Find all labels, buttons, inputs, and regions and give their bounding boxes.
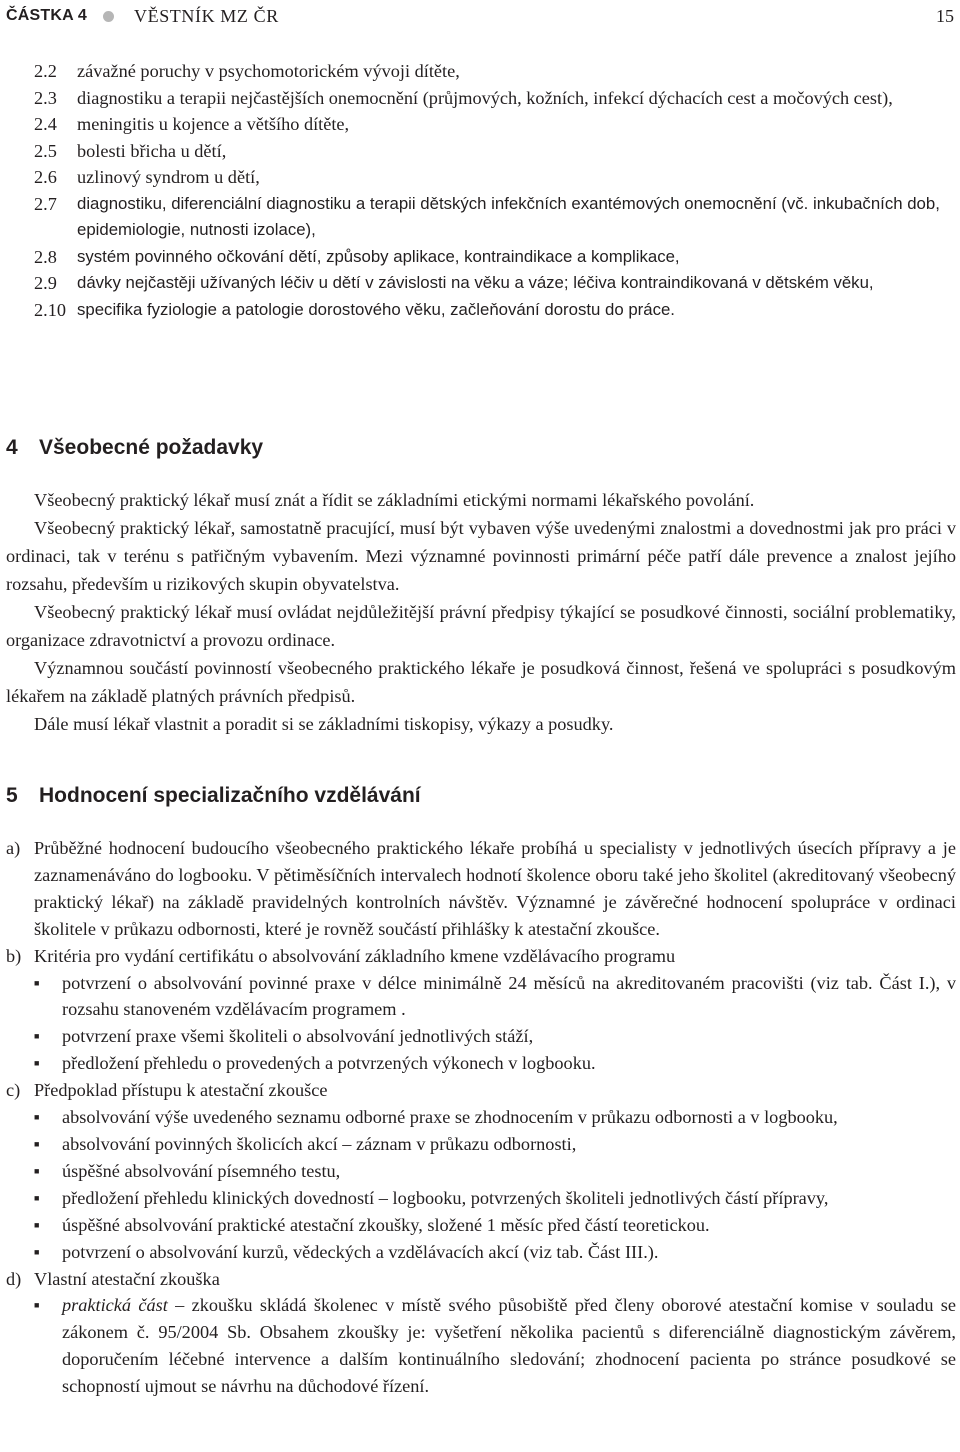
subsection-letter: a) (6, 838, 21, 858)
list-item (34, 85, 956, 112)
item-text: potvrzení o absolvování povinné praxe v délce minimálně 24 měsíců na akreditovaném pracovišti (viz tab. Část I.), v rozsahu stanoveném vzdělávacím programem . (62, 972, 956, 1020)
issue-part: ČÁSTKA 4 (6, 7, 88, 24)
item-text: závažné poruchy v psychomotorickém vývoji dítěte, (77, 61, 460, 81)
square-bullet-icon: ■ (34, 1112, 40, 1123)
section-number: 4 (6, 436, 18, 459)
item-text: dávky nejčastěji užívaných léčiv u dětí v závislosti na věku a váze; léčiva kontraindikovaná v dětském věku, (77, 273, 874, 292)
subsection-d (6, 1266, 956, 1401)
square-bullet-icon: ■ (34, 1138, 40, 1149)
square-bullet-icon: ■ (34, 1192, 40, 1203)
item-number: 2.3 (34, 87, 57, 108)
paragraph: Všeobecný praktický lékař, samostatně pracující, musí být vybaven výše uvedenými znalostmi a dovednostmi jak pro práci v ordinaci, tak v terénu s patřičným vybavením. Mezi významné povinnosti primární péče patří dále prevence a znalost jejího rozsahu, především u rizikových skupin obyvatelstva. (6, 518, 956, 594)
list-item (34, 1050, 956, 1077)
bullet-dot-icon (103, 11, 114, 22)
list-item (34, 111, 956, 138)
item-text: – zkoušku skládá školenec v místě svého působiště před členy oborové atestační komise v souladu se zákonem č. 95/2004 Sb. Obsahem zkoušky je: vyšetření několika pacientů s diferenciálně diagnostickým závěrem, doporučením léčebné intervence a dalším kontinuálního sledování; zhodnocení pacienta po stránce posudkové se schopností ujmout se návrhu na důchodové řízení. (62, 1295, 957, 1397)
subsection-title: Předpoklad přístupu k atestační zkoušce (34, 1080, 328, 1101)
numbered-sublist (34, 58, 956, 323)
item-text: úspěšné absolvování praktické atestační zkoušky, složené 1 měsíc před částí teoretickou. (62, 1214, 710, 1235)
subsection-a (6, 835, 956, 943)
item-number: 2.10 (34, 299, 66, 320)
paragraph: Všeobecný praktický lékař musí znát a řídit se základními etickými normami lékařského povolání. (34, 490, 755, 510)
item-number: 2.2 (34, 61, 57, 81)
subsection-b (6, 943, 956, 1078)
item-emphasis: praktická část (62, 1295, 168, 1316)
subsection-letter: c) (6, 1080, 21, 1101)
item-text: předložení přehledu o provedených a potvrzených výkonech v logbooku. (62, 1053, 596, 1074)
item-text: úspěšné absolvování písemného testu, (62, 1160, 341, 1181)
subsection-letter: d) (6, 1268, 22, 1289)
item-number: 2.4 (34, 114, 57, 134)
item-text: meningitis u kojence a většího dítěte, (77, 114, 350, 134)
list-item (34, 191, 956, 244)
subsection-text: Průběžné hodnocení budoucího všeobecného praktického lékaře probíhá u specialisty v jednotlivých úsecích přípravy a je zaznamenáváno do logbooku. V pětiměsíčních intervalech hodnotí školence oboru také jeho školitel (akreditovaný všeobecný praktický lékař) na základě pravidelných kontrolních návštěv. Významné je závěrečné hodnocení spolupráce v ordinaci školitele v průkazu odbornosti, které je rovněž součástí přihlášky k atestační zkoušce. (34, 838, 956, 939)
section-5-heading (6, 782, 421, 810)
square-bullet-icon: ■ (34, 1246, 40, 1257)
journal-title: VĚSTNÍK MZ ČR (134, 6, 279, 26)
subsection-title: Vlastní atestační zkouška (34, 1268, 220, 1289)
square-bullet-icon: ■ (34, 1165, 40, 1176)
square-bullet-icon: ■ (34, 1031, 40, 1042)
item-number: 2.6 (34, 167, 57, 187)
list-item (34, 1023, 956, 1050)
item-text: předložení přehledu klinických dovedností – logbooku, potvrzených školiteli jednotlivých částí přípravy, (62, 1187, 829, 1208)
item-text: diagnostiku a terapii nejčastějších onemocnění (průjmových, kožních, infekcí dýchacích cest a močových cest), (77, 87, 893, 108)
subsection-letter: b) (6, 945, 22, 966)
square-bullet-icon: ■ (34, 1219, 40, 1230)
page-number: 15 (936, 6, 954, 26)
item-number: 2.9 (34, 273, 57, 293)
item-text: diagnostiku, diferenciální diagnostiku a terapii dětských infekčních exantémových onemocnění (vč. inkubačních dob, epidemiologie, nutnosti izolace), (77, 193, 940, 239)
section-title: Všeobecné požadavky (39, 436, 264, 459)
item-number: 2.5 (34, 140, 57, 161)
section-number: 5 (6, 784, 18, 807)
list-item (34, 1158, 956, 1185)
section-4-heading (6, 434, 263, 462)
subsection-title: Kritéria pro vydání certifikátu o absolvování základního kmene vzdělávacího programu (34, 945, 676, 966)
subsection-c (6, 1077, 956, 1265)
square-bullet-icon: ■ (34, 977, 40, 988)
paragraph: Významnou součástí povinností všeobecného praktického lékaře je posudková činnost, řešená ve spolupráci s posudkovým lékařem na základě platných právních předpisů. (6, 658, 956, 706)
section-title: Hodnocení specializačního vzdělávání (39, 784, 421, 807)
item-number: 2.8 (34, 246, 57, 267)
section-4-body (6, 486, 956, 738)
item-text: systém povinného očkování dětí, způsoby aplikace, kontraindikace a komplikace, (77, 246, 680, 266)
item-number: 2.7 (34, 193, 57, 214)
list-item (34, 1212, 956, 1239)
item-text: absolvování povinných školicích akcí – záznam v průkazu odbornosti, (62, 1133, 577, 1154)
item-text: absolvování výše uvedeného seznamu odborné praxe se zhodnocením v průkazu odbornosti a v logbooku, (62, 1107, 838, 1128)
square-bullet-icon: ■ (34, 1300, 40, 1311)
list-item (34, 1292, 956, 1400)
list-item (34, 297, 956, 324)
paragraph: Dále musí lékař vlastnit a poradit si se základními tiskopisy, výkazy a posudky. (34, 714, 614, 734)
list-item (34, 58, 956, 85)
list-item (34, 270, 956, 297)
list-item (34, 244, 956, 271)
list-item (34, 164, 956, 191)
item-text: potvrzení praxe všemi školiteli o absolvování jednotlivých stáží, (62, 1026, 534, 1047)
page-header (6, 3, 954, 29)
item-text: potvrzení o absolvování kurzů, vědeckých a vzdělávacích akcí (viz tab. Část III.). (62, 1241, 659, 1262)
item-text: specifika fyziologie a patologie dorostového věku, začleňování dorostu do práce. (77, 299, 675, 319)
square-bullet-icon: ■ (34, 1058, 40, 1069)
list-item (34, 1131, 956, 1158)
section-5-body (6, 835, 956, 1400)
list-item (34, 970, 956, 1024)
item-text: uzlinový syndrom u dětí, (77, 167, 260, 187)
paragraph: Všeobecný praktický lékař musí ovládat nejdůležitější právní předpisy týkající se posudkové činnosti, sociální problematiky, organizace zdravotnictví a provozu ordinace. (6, 602, 956, 650)
item-text: bolesti břicha u dětí, (77, 140, 227, 161)
list-item (34, 138, 956, 165)
list-item (34, 1239, 956, 1266)
list-item (34, 1104, 956, 1131)
list-item (34, 1185, 956, 1212)
